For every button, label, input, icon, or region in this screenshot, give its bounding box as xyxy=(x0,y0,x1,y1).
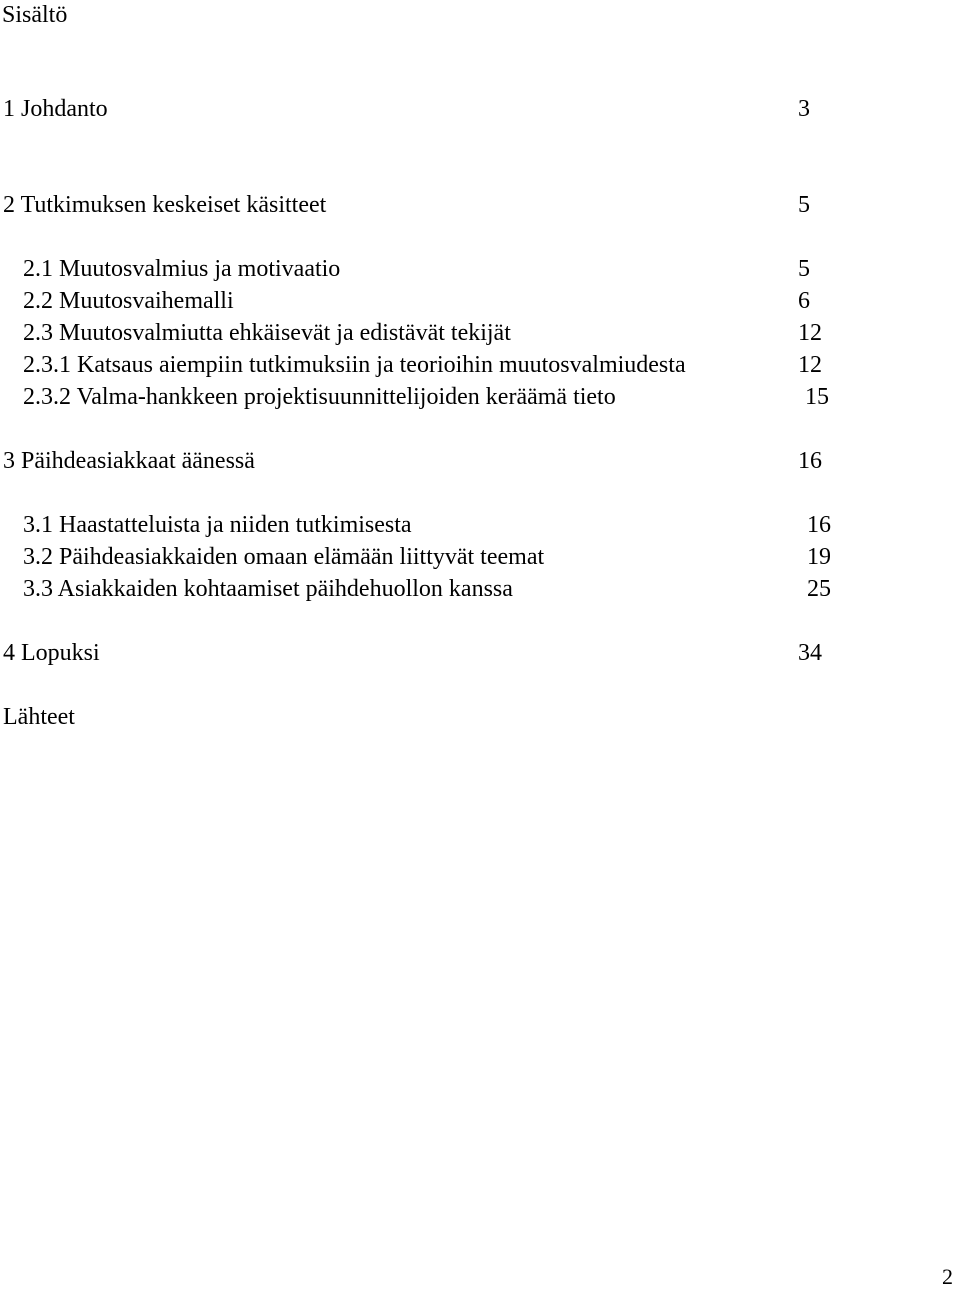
toc-entry-page: 3 xyxy=(798,96,810,122)
toc-entry-text: 2.3.2 Valma-hankkeen projektisuunnittelijoiden keräämä tieto xyxy=(23,384,616,410)
toc-entry-page: 5 xyxy=(798,192,810,218)
toc-entry-text: 2.3.1 Katsaus aiempiin tutkimuksiin ja teorioihin muutosvalmiudesta xyxy=(23,352,686,378)
toc-entry-page: 34 xyxy=(798,640,822,666)
toc-entry-page: 5 xyxy=(798,256,810,282)
toc-entry-text: 3.3 Asiakkaiden kohtaamiset päihdehuollon kanssa xyxy=(23,576,513,602)
toc-entry-text: 3.2 Päihdeasiakkaiden omaan elämään liittyvät teemat xyxy=(23,544,545,570)
toc-title: Sisältö xyxy=(2,2,68,28)
toc-entry-page: 6 xyxy=(798,288,810,314)
toc-entry-text: 3 Päihdeasiakkaat äänessä xyxy=(3,448,255,474)
toc-entry-page: 12 xyxy=(798,352,822,378)
toc-entry-text: 2 Tutkimuksen keskeiset käsitteet xyxy=(3,192,327,218)
toc-entry-page: 15 xyxy=(805,384,829,410)
toc-entry-text: 2.1 Muutosvalmius ja motivaatio xyxy=(23,256,341,282)
toc-entry-page: 12 xyxy=(798,320,822,346)
toc-entry-text: 3.1 Haastatteluista ja niiden tutkimisesta xyxy=(23,512,412,538)
toc-entry-page: 16 xyxy=(807,512,831,538)
toc-entry-text: Lähteet xyxy=(3,704,75,730)
toc-entry-page: 16 xyxy=(798,448,822,474)
toc-entry-text: 2.3 Muutosvalmiutta ehkäisevät ja edistävät tekijät xyxy=(23,320,511,346)
page-number: 2 xyxy=(942,1264,953,1289)
toc-entry-text: 1 Johdanto xyxy=(3,96,108,122)
toc-entry-text: 2.2 Muutosvaihemalli xyxy=(23,288,234,314)
toc-entry-page: 19 xyxy=(807,544,831,570)
toc-entry-page: 25 xyxy=(807,576,831,602)
toc-entry-text: 4 Lopuksi xyxy=(3,640,100,666)
